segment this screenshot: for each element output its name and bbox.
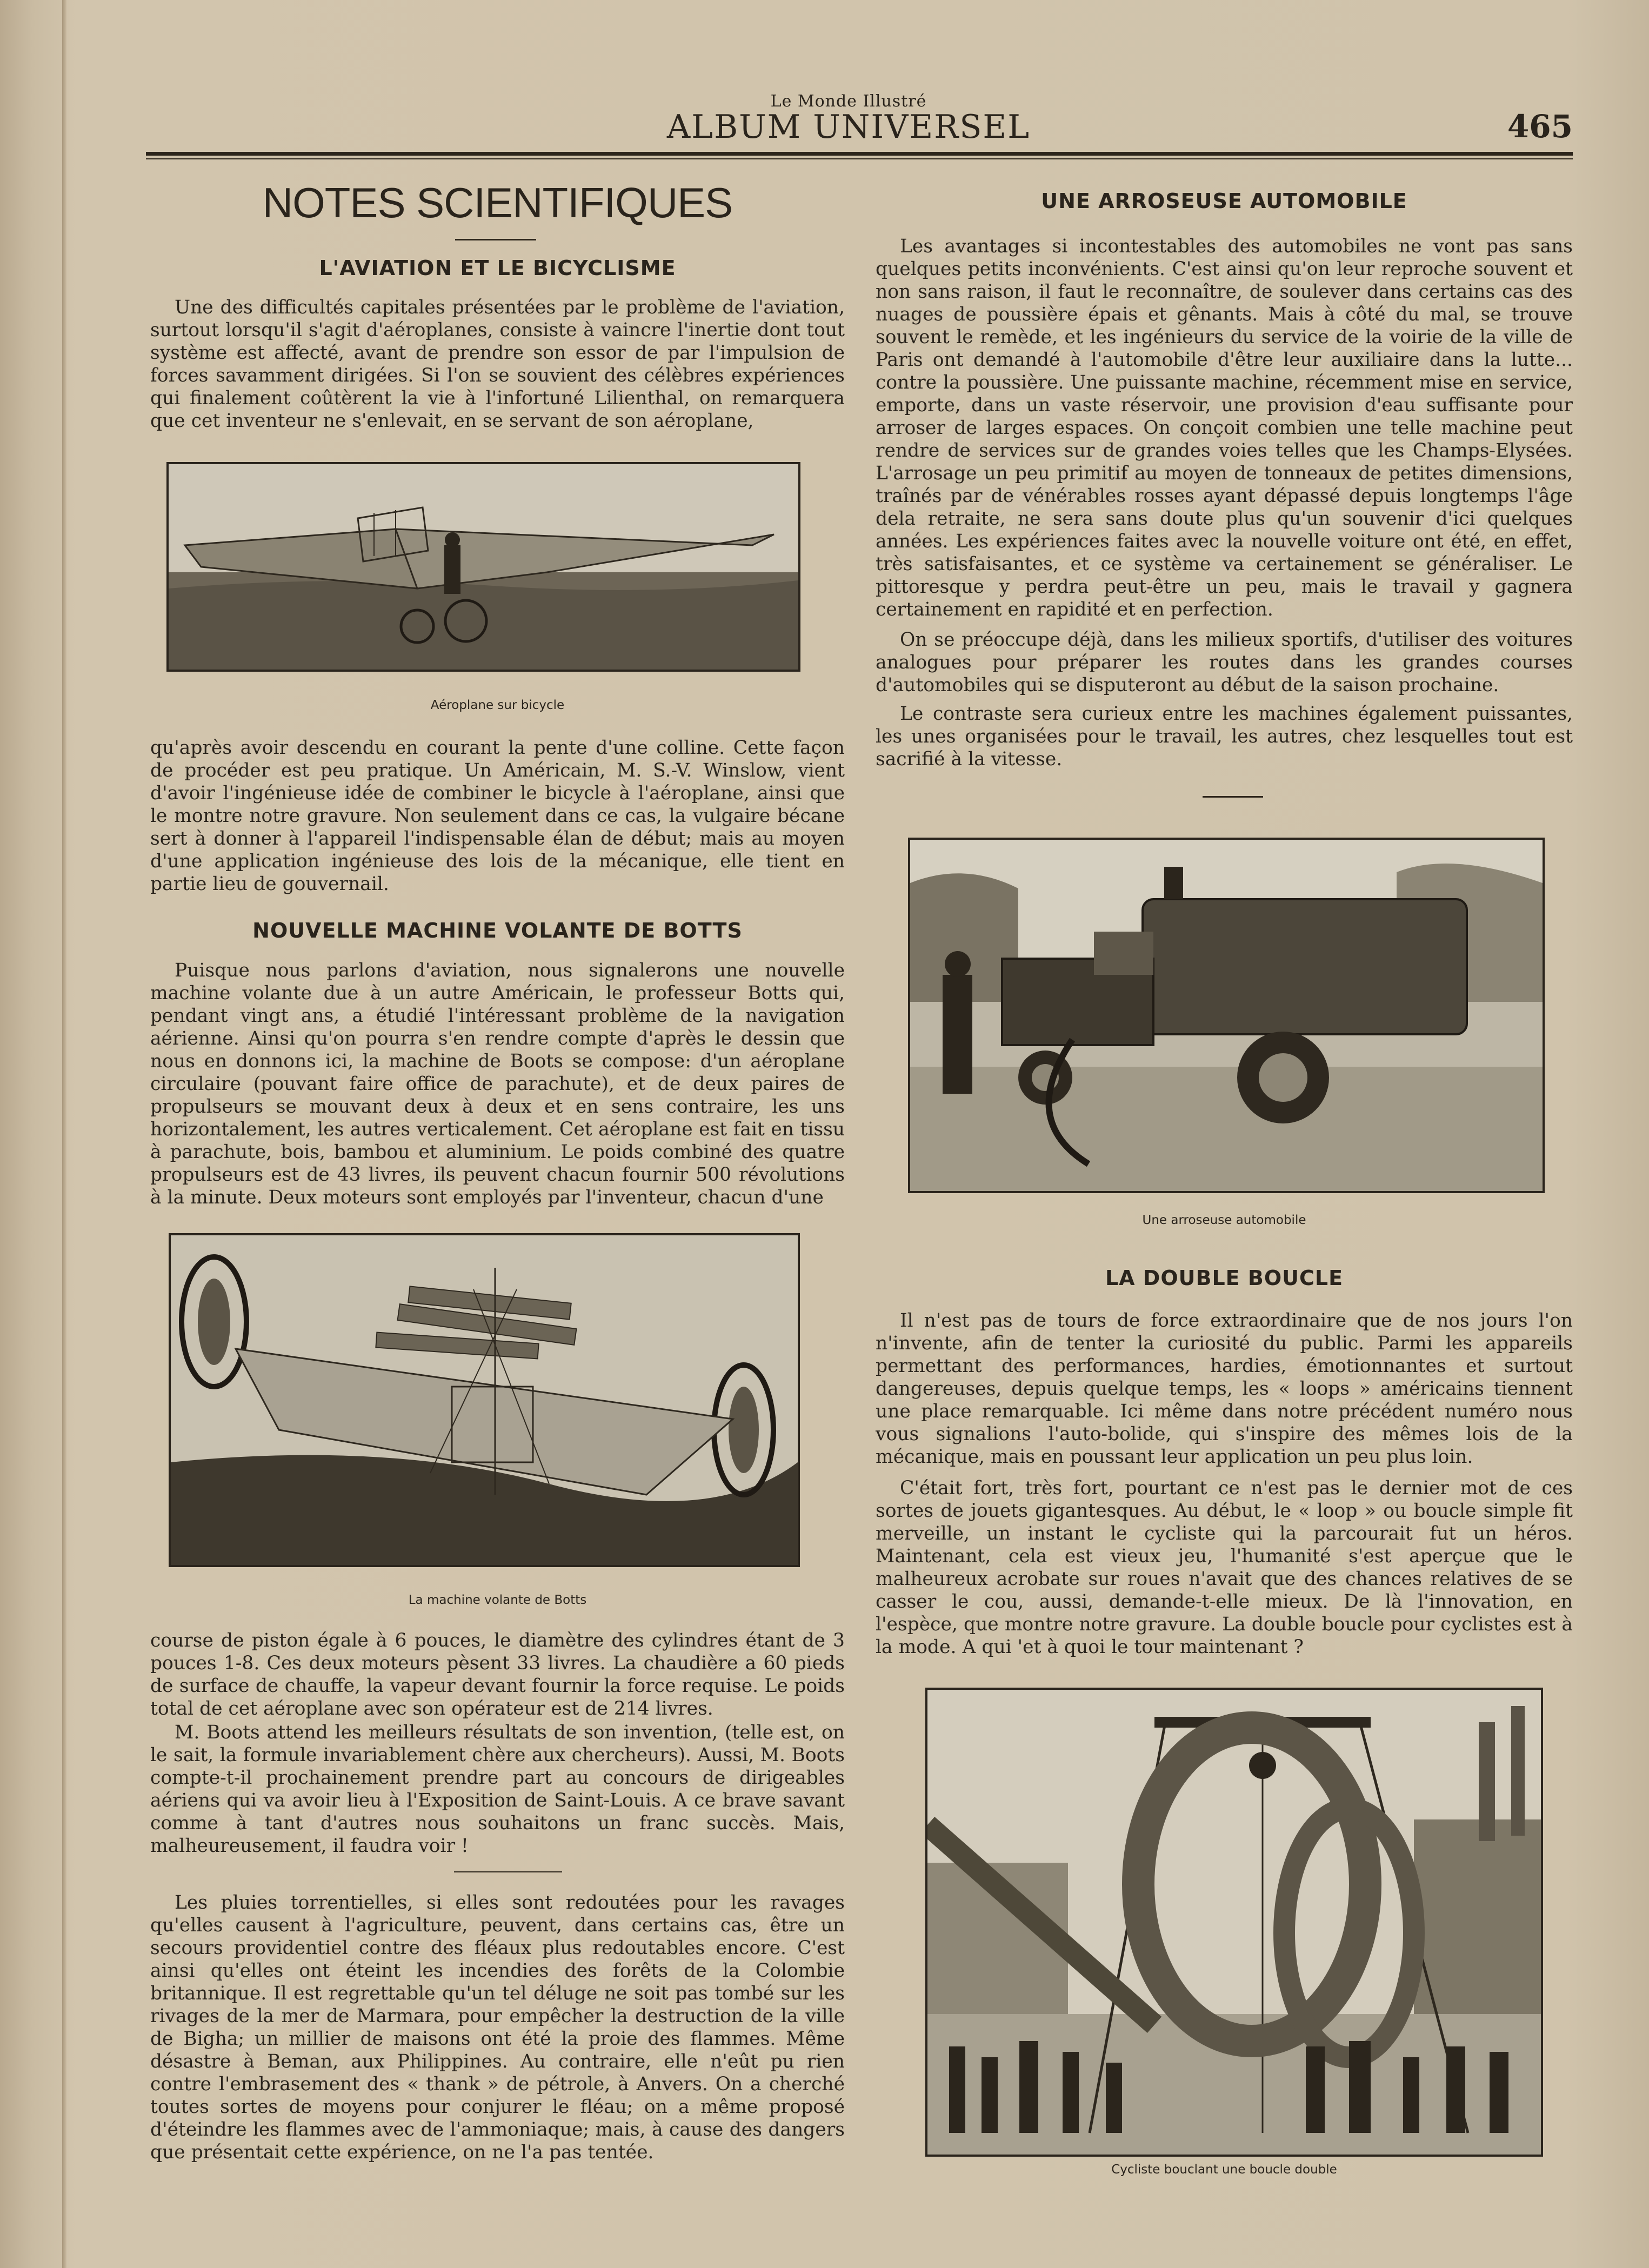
photo-double-boucle bbox=[925, 1688, 1543, 2157]
photo-arroseuse bbox=[908, 838, 1545, 1193]
binding-gutter bbox=[62, 0, 66, 2268]
paragraph-boucle-2: C'était fort, très fort, pourtant ce n'est pas le dernier mot de ces sortes de jouets gigantesques. Au début, le « loop » ou boucle simple fit merveille, un instant le cycliste qui la parcourait fut un héros. Maintenant, cela est vieux jeu, l'humanité s'est aperçue que le malheureux acrobate sur roues n'avait que des chances relatives de se casser le cou, aussi, demande-t-elle mieux. De là l'innovation, en l'espèce, que montre notre gravure. La double boucle pour cyclistes est à la mode. A qui 'et à quoi le tour maintenant ? bbox=[876, 1477, 1573, 1658]
paragraph-pluies: Les pluies torrentielles, si elles sont redoutées pour les ravages qu'elles causent à l'agriculture, peuvent, dans certains cas, être un secours providentiel contre des fléaux plus redoutables encore. C'est ainsi qu'elles ont éteint les incendies des forêts de la Colombie britannique. Il est regrettable qu'un tel déluge ne soit pas tombé sur les rivages de la mer de Marmara, pour empêcher la destruction de la ville de Bigha; un millier de maisons ont été la proie des flammes. Même désastre à Beman, aux Philippines. Au contraire, elle n'eût pu rien contre l'embrasement des « thank » de pétrole, à Anvers. On a cherché toutes sortes de moyens pour conjurer le fléau; on a même proposé d'éteindre les flammes avec de l'ammoniaque; mais, à cause des dangers que présentait cette expérience, on ne l'a pas tentée. bbox=[150, 1892, 845, 2163]
section-rule-right bbox=[1203, 796, 1263, 798]
heading-aviation: L'AVIATION ET LE BICYCLISME bbox=[319, 256, 676, 280]
caption-double-boucle: Cycliste bouclant une boucle double bbox=[1111, 2163, 1337, 2177]
caption-botts-machine: La machine volante de Botts bbox=[408, 1593, 587, 1607]
header-rule bbox=[146, 152, 1573, 156]
paragraph-arroseuse-3: Le contraste sera curieux entre les machines également puissantes, les unes organisées pour le travail, les autres, chez lesquelles tout est sacrifié à la vitesse. bbox=[876, 703, 1573, 770]
paragraph-arroseuse-2: On se préoccupe déjà, dans les milieux sportifs, d'utiliser des voitures analogues pour préparer les routes dans les grandes courses d'automobiles qui se disputeront au début de la saison prochaine. bbox=[876, 629, 1573, 696]
caption-arroseuse: Une arroseuse automobile bbox=[1142, 1213, 1306, 1227]
masthead-small: Le Monde Illustré bbox=[770, 92, 927, 111]
title-rule bbox=[455, 239, 536, 240]
section-rule bbox=[454, 1871, 562, 1872]
page-number: 465 bbox=[1507, 108, 1573, 145]
header-rule-thin bbox=[146, 158, 1573, 159]
caption-aeroplane-bicycle: Aéroplane sur bicycle bbox=[430, 698, 565, 712]
heading-botts: NOUVELLE MACHINE VOLANTE DE BOTTS bbox=[252, 919, 743, 942]
heading-arroseuse: UNE ARROSEUSE AUTOMOBILE bbox=[1041, 189, 1407, 213]
heading-double-boucle: LA DOUBLE BOUCLE bbox=[1105, 1266, 1344, 1290]
paragraph-boucle-1: Il n'est pas de tours de force extraordinaire que de nos jours l'on n'invente, afin de tenter la curiosité du public. Parmi les appareils permettant des performances, hardies, émotionnantes et surtout dangereuses, depuis quelque temps, les « loops » américains tiennent une place remarquable. Ici même dans notre précédent numéro nous vous signalions l'auto-bolide, qui s'inspire des mêmes lois de la mécanique, mais en poussant leur application un peu plus loin. bbox=[876, 1310, 1573, 1468]
paragraph-aviation-2: qu'après avoir descendu en courant la pente d'une colline. Cette façon de procéder est peu pratique. Un Américain, M. S.-V. Winslow, vient d'avoir l'ingénieuse idée de combiner le bicycle à l'aéroplane, ainsi que le montre notre gravure. Non seulement dans ce cas, la vulgaire bécane sert à donner à l'appareil l'indispensable élan de début; mais au moyen d'une application ingénieuse des lois de la mécanique, elle tient en partie lieu de gouvernail. bbox=[150, 737, 845, 895]
masthead-title: ALBUM UNIVERSEL bbox=[666, 108, 1031, 146]
paragraph-botts-1: Puisque nous parlons d'aviation, nous signalerons une nouvelle machine volante due à un autre Américain, le professeur Botts qui, pendant vingt ans, a étudié l'intéressant problème de la navigation aérienne. Ainsi qu'on pourra s'en rendre compte d'après le dessin que nous en donnons ici, la machine de Boots se compose: d'un aéroplane circulaire (pouvant faire office de parachute), et de deux paires de propulseurs se mouvant deux à deux et en sens contraire, les uns horizontalement, les autres verticalement. Cet aéroplane est fait en tissu à parachute, bois, bambou et aluminium. Le poids combiné des quatre propulseurs est de 43 livres, ils peuvent chacun fournir 500 révolutions à la minute. Deux moteurs sont employés par l'inventeur, chacun d'une bbox=[150, 960, 845, 1208]
paragraph-arroseuse-1: Les avantages si incontestables des automobiles ne vont pas sans quelques petits inconvénients. C'est ainsi qu'on leur reproche souvent et non sans raison, il faut le reconnaître, de soulever dans certains cas des nuages de poussière épais et gênants. Mais à côté du mal, se trouve souvent le remède, et les ingénieurs du service de la voirie de la ville de Paris ont demandé à l'automobile d'être leur auxiliaire dans la lutte... contre la poussière. Une puissante machine, récemment mise en service, emporte, dans un vaste réservoir, une provision d'eau suffisante pour arroser de larges espaces. On conçoit combien une telle machine peut rendre de services sur de grandes voies telles que les Champs-Elysées. L'arrosage un peu primitif au moyen de tonneaux de petites dimensions, traînés par de vénérables rosses ayant dépassé depuis longtemps l'âge dela retraite, ne sera sans doute plus qu'un souvenir d'ici quelques années. Les expériences faites avec la nouvelle voiture ont été, en effet, très satisfaisantes, et ce système va certainement se généraliser. Le pittoresque y perdra peut-être un peu, mais le travail y gagnera certainement en rapidité et en perfection. bbox=[876, 236, 1573, 620]
paragraph-aviation-1: Une des difficultés capitales présentées par le problème de l'aviation, surtout lorsqu'il s'agit d'aéroplanes, consiste à vaincre l'inertie dont tout système est affecté, avant de prendre son essor de par l'impulsion de forces savamment dirigées. Si l'on se souvient des célèbres expériences qui finalement coûtèrent la vie à l'infortuné Lilienthal, on remarquera que cet inventeur ne s'enlevait, en se servant de son aéroplane, bbox=[150, 297, 845, 432]
photo-botts-machine bbox=[169, 1233, 800, 1567]
paragraph-botts-2: course de piston égale à 6 pouces, le diamètre des cylindres étant de 3 pouces 1-8. Ces deux moteurs pèsent 33 livres. La chaudière a 60 pieds de surface de chauffe, la vapeur devant fournir la force requise. Le poids total de cet aéroplane avec son opérateur est de 214 livres. bbox=[150, 1630, 845, 1720]
paragraph-botts-3: M. Boots attend les meilleurs résultats de son invention, (telle est, on le sait, la formule invariablement chère aux chercheurs). Aussi, M. Boots compte-t-il prochainement prendre part au concours de dirigeables aériens qui va avoir lieu à l'Exposition de Saint-Louis. A ce brave savant comme à tant d'autres nous souhaitons un franc succès. Mais, malheureusement, il faudra voir ! bbox=[150, 1722, 845, 1857]
page-title: NOTES SCIENTIFIQUES bbox=[262, 179, 733, 226]
photo-aeroplane-bicycle bbox=[166, 462, 800, 672]
